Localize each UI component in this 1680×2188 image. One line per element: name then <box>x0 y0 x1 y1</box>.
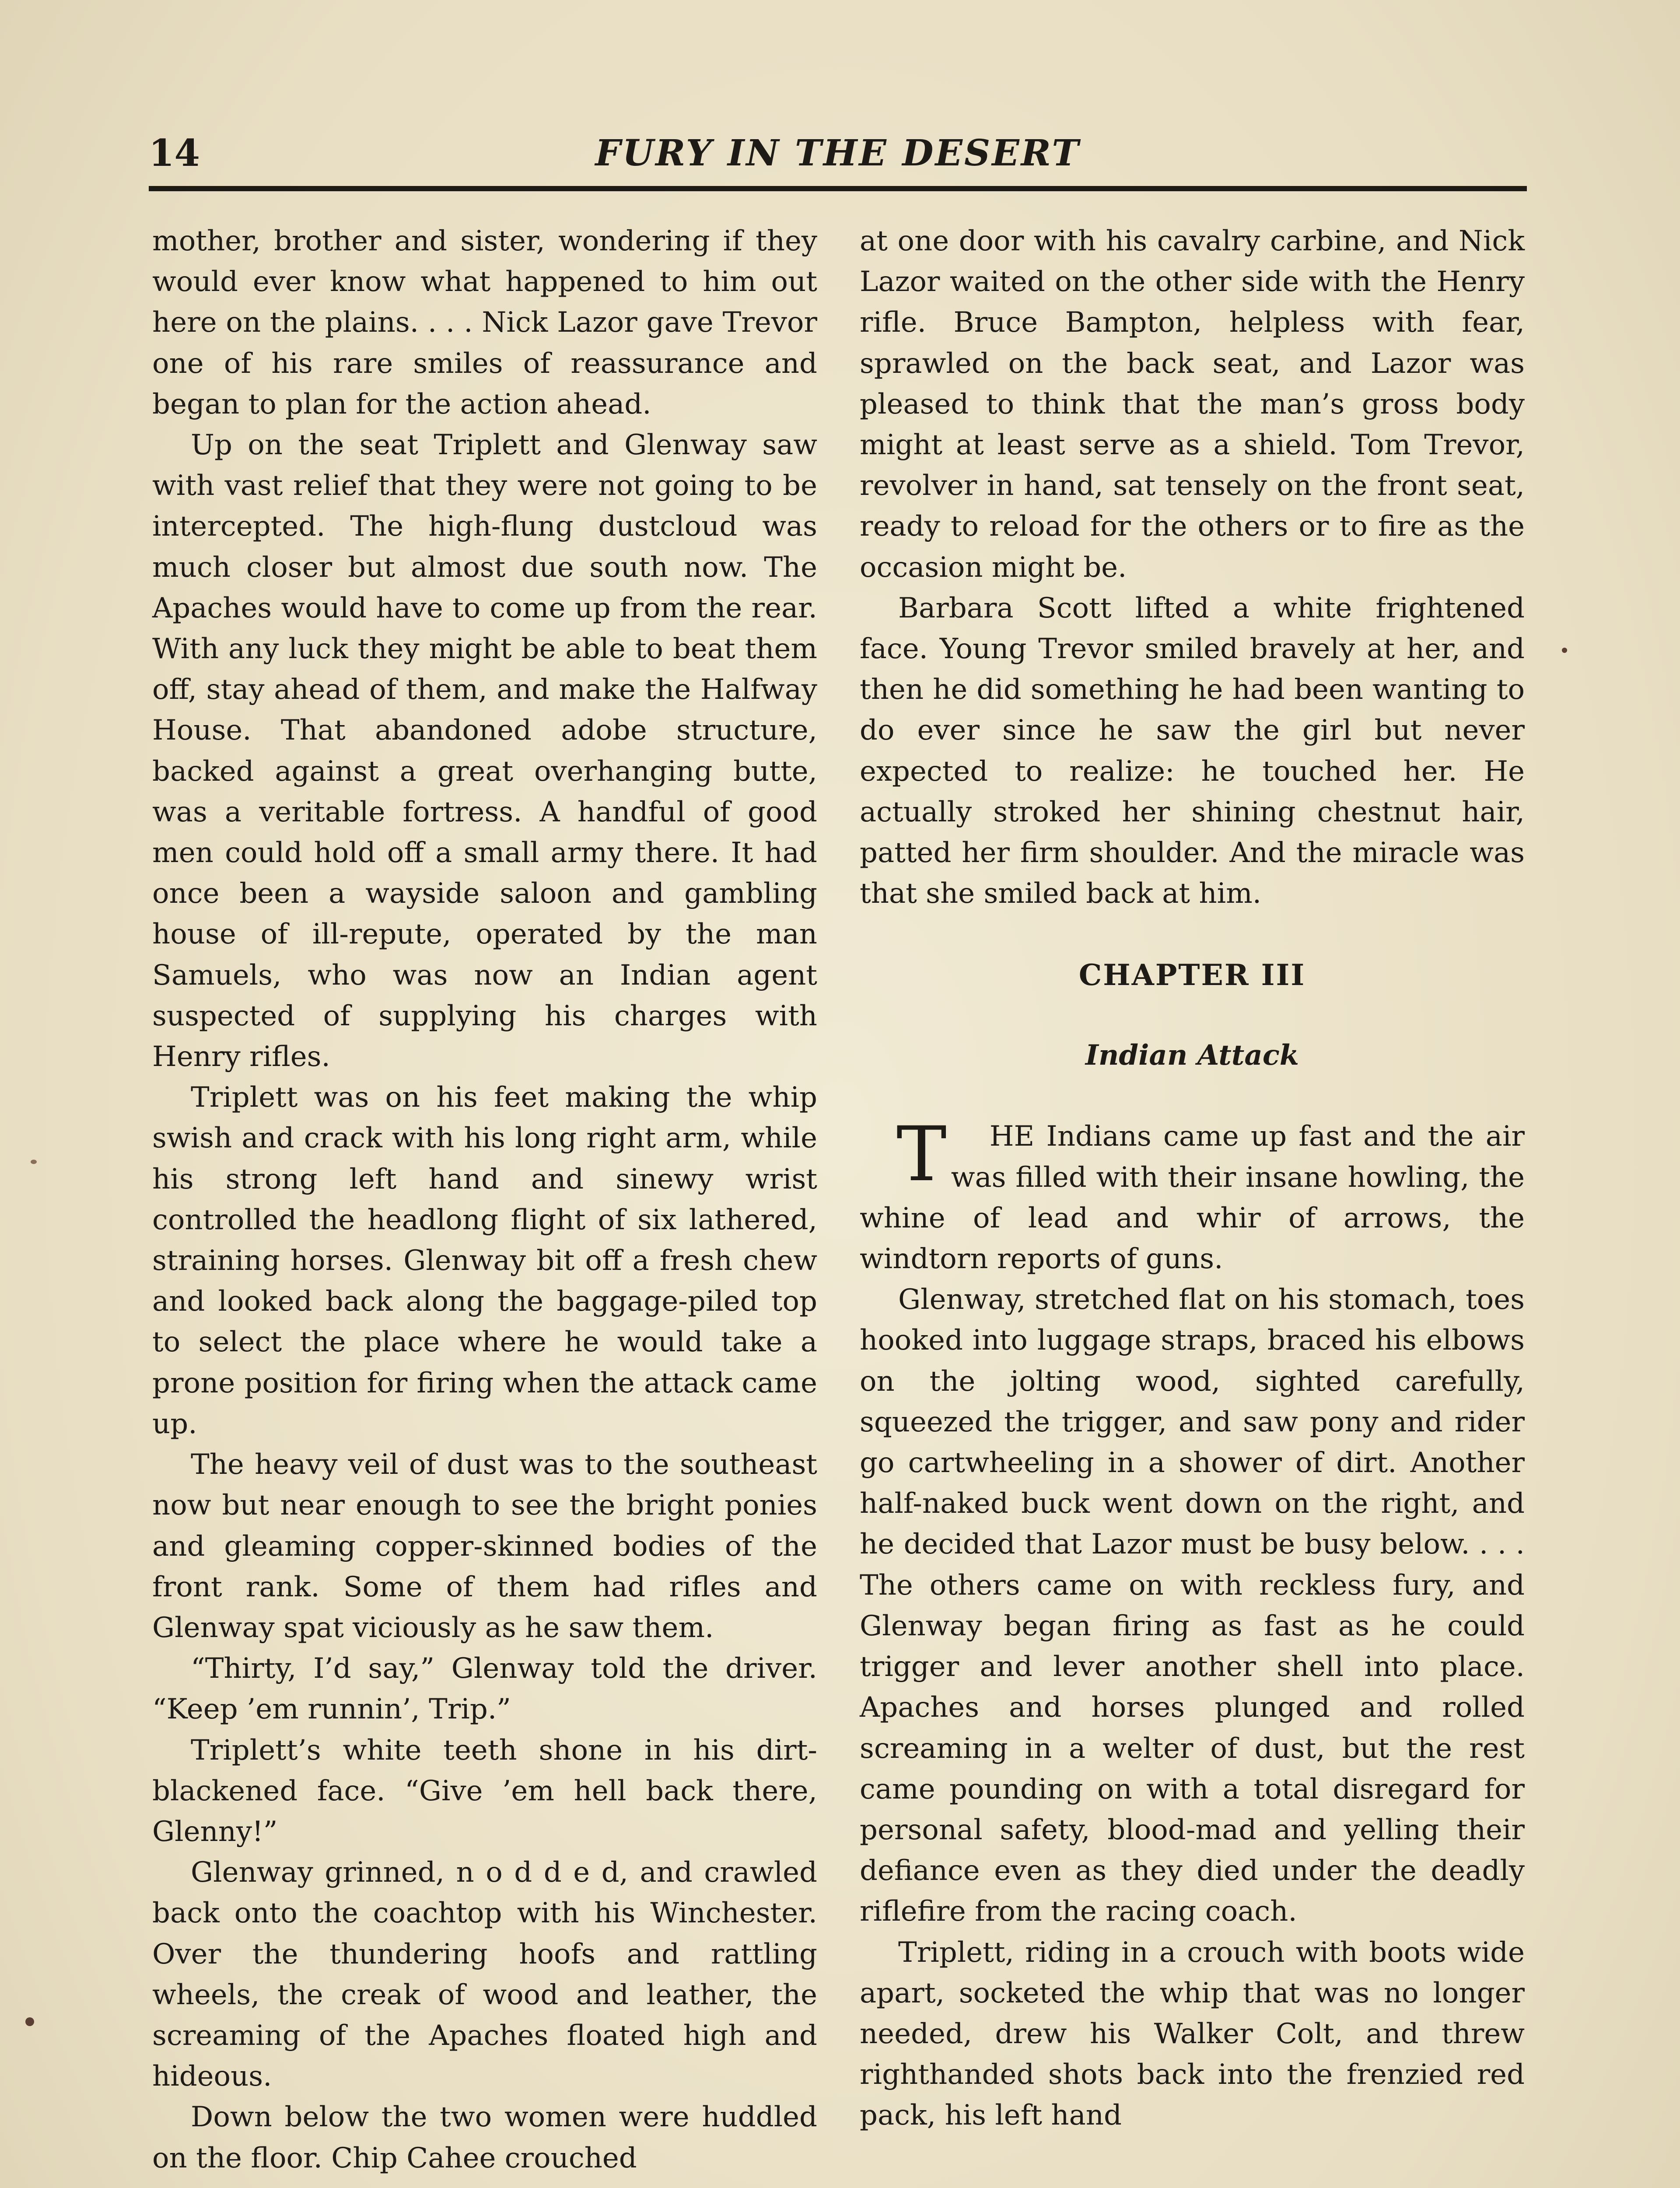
header-rule <box>149 186 1527 191</box>
paragraph: Glenway, stretched flat on his stomach, toes hooked into luggage straps, braced his elbows on the jolting wood, sighted carefully, squeezed the trigger, and saw pony and rider go cartwheeling in a shower of dirt. Another half-naked buck went down on the right, and he decided that Lazor must be busy below. . . . The others came on with reckless fury, and Glenway began firing as fast as he could trigger and lever another shell into place. Apaches and horses plunged and rolled screaming in a welter of dust, but the rest came pounding on with a total disregard for personal safety, blood-mad and yelling their defiance even as they died under the deadly riflefire from the racing coach. <box>860 1283 1525 1928</box>
paragraph: mother, brother and sister, wondering if they would ever know what happened to him out here on the plains. . . . Nick Lazor gave Trevor one of his rare smiles of reassurance and began to plan for the action ahead. <box>152 225 817 421</box>
chapter-opening-paragraph <box>860 1110 1525 1280</box>
paragraph: Down below the two women were huddled on the floor. Chip Cahee crouched <box>152 2101 817 2174</box>
paragraph: Triplett’s white teeth shone in his dirt-blackened face. “Give ’em hell back there, Glenny!” <box>152 1734 817 1848</box>
paragraph: at one door with his cavalry carbine, and Nick Lazor waited on the other side with the Henry rifle. Bruce Bampton, helpless with fear, sprawled on the back seat, and Lazor was pleased to think that the man’s gross body might at least serve as a shield. Tom Trevor, revolver in hand, sat tensely on the front seat, ready to reload for the others or to fire as the occasion might be. <box>860 225 1525 584</box>
paragraph: “Thirty, I’d say,” Glenway told the driver. “Keep ’em runnin’, Trip.” <box>152 1652 817 1726</box>
print-speck <box>25 2017 34 2026</box>
paragraph: Glenway grinned, n o d d e d, and crawled back onto the coachtop with his Winchester. Over the thundering hoofs and rattling wheels, the creak of wood and leather, the screaming of the Apaches floated high and hideous. <box>152 1856 817 2093</box>
opening-text: HE Indians came up fast and the air was filled with their insane howling, the whine of lead and whir of arrows, the windtorn reports of guns. <box>860 1120 1525 1276</box>
chapter-heading: CHAPTER III <box>1078 958 1306 992</box>
print-speck <box>1562 648 1567 653</box>
print-speck <box>31 1160 37 1164</box>
chapter-subtitle: Indian Attack <box>1085 1039 1299 1072</box>
running-title: FURY IN THE DESERT <box>595 132 1081 174</box>
page-header <box>149 118 1527 184</box>
paragraph: Triplett was on his feet making the whip swish and crack with his long right arm, while his strong left hand and sinewy wrist controlled the headlong flight of six lathered, straining horses. Glenway bit off a fresh chew and looked back along the baggage-piled top to select the place where he would take a prone position for firing when the attack came up. <box>152 1081 817 1440</box>
paragraph: Barbara Scott lifted a white frightened face. Young Trevor smiled bravely at her, and then he did something he had been wanting to do ever since he saw the girl but never expected to realize: he touched her. He actually stroked her shining chestnut hair, patted her firm shoulder. And the miracle was that she smiled back at him. <box>860 592 1525 910</box>
paragraph: The heavy veil of dust was to the southeast now but near enough to see the bright ponies and gleaming copper-skinned bodies of the front rank. Some of them had rifles and Glenway spat viciously as he saw them. <box>152 1448 817 1644</box>
drop-cap: T <box>896 1110 947 1199</box>
page-number: 14 <box>149 131 200 175</box>
right-column <box>860 221 1525 2136</box>
left-column <box>152 221 817 2179</box>
paragraph: Up on the seat Triplett and Glenway saw with vast relief that they were not going to be intercepted. The high-flung dustcloud was much closer but almost due south now. The Apaches would have to come up from the rear. With any luck they might be able to beat them off, stay ahead of them, and make the Halfway House. That abandoned adobe structure, backed against a great overhanging butte, was a veritable fortress. A handful of good men could hold off a small army there. It had once been a wayside saloon and gambling house of ill-repute, operated by the man Samuels, who was now an Indian agent suspected of supplying his charges with Henry rifles. <box>152 429 817 1073</box>
paragraph: Triplett, riding in a crouch with boots wide apart, socketed the whip that was no longer needed, drew his Walker Colt, and threw righthanded shots back into the frenzied red pack, his left hand <box>860 1936 1525 2132</box>
